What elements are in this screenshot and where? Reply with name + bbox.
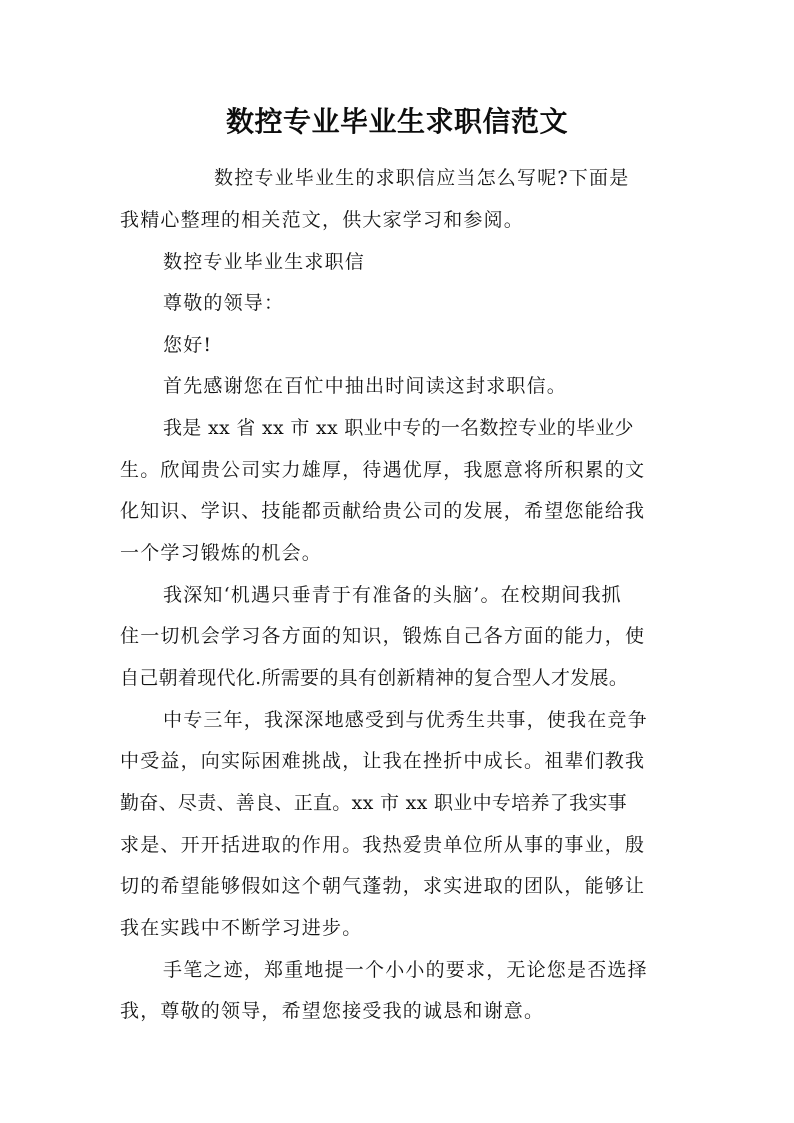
- text-line: 我在实践中不断学习进步。: [120, 917, 363, 939]
- document-title: 数控专业毕业生求职信范文: [225, 105, 568, 138]
- text-line: 化知识、学识、技能都贡献给贵公司的发展，希望您能给我: [120, 500, 646, 522]
- text-line: 自己朝着现代化.所需要的具有创新精神的复合型人才发展。: [120, 667, 629, 689]
- text-line: 中专三年，我深深地感受到与优秀生共事，使我在竞争: [163, 709, 648, 731]
- text-line: 我深知‘机遇只垂青于有准备的头脑’。在校期间我抓: [163, 584, 622, 606]
- text-line: 勤奋、尽责、善良、正直。xx 市 xx 职业中专培养了我实事: [120, 792, 627, 814]
- text-line: 切的希望能够假如这个朝气蓬勃，求实进取的团队，能够让: [120, 875, 646, 897]
- salutation: 尊敬的领导：: [163, 292, 285, 314]
- text-line: 数控专业毕业生的求职信应当怎么写呢?下面是: [214, 167, 630, 189]
- text-line: 我，尊敬的领导，希望您接受我的诚恳和谢意。: [120, 1000, 545, 1022]
- text-line: 首先感谢您在百忙中抽出时间读这封求职信。: [163, 375, 568, 397]
- text-line: 求是、开开括进取的作用。我热爱贵单位所从事的事业，殷: [120, 834, 646, 856]
- text-line: 中受益，向实际困难挑战，让我在挫折中成长。祖辈们教我: [120, 750, 646, 772]
- text-line: 我是 xx 省 xx 市 xx 职业中专的一名数控专业的毕业少: [163, 417, 634, 439]
- text-line: 一个学习锻炼的机会。: [120, 542, 323, 564]
- text-line: 数控专业毕业生求职信: [163, 251, 366, 273]
- text-line: 住一切机会学习各方面的知识，锻炼自己各方面的能力，使: [120, 625, 646, 647]
- text-line: 我精心整理的相关范文，供大家学习和参阅。: [120, 209, 525, 231]
- greeting: 您好!: [163, 334, 213, 356]
- text-line: 生。欣闻贵公司实力雄厚，待遇优厚，我愿意将所积累的文: [120, 459, 646, 481]
- text-line: 手笔之迹，郑重地提一个小小的要求，无论您是否选择: [163, 959, 648, 981]
